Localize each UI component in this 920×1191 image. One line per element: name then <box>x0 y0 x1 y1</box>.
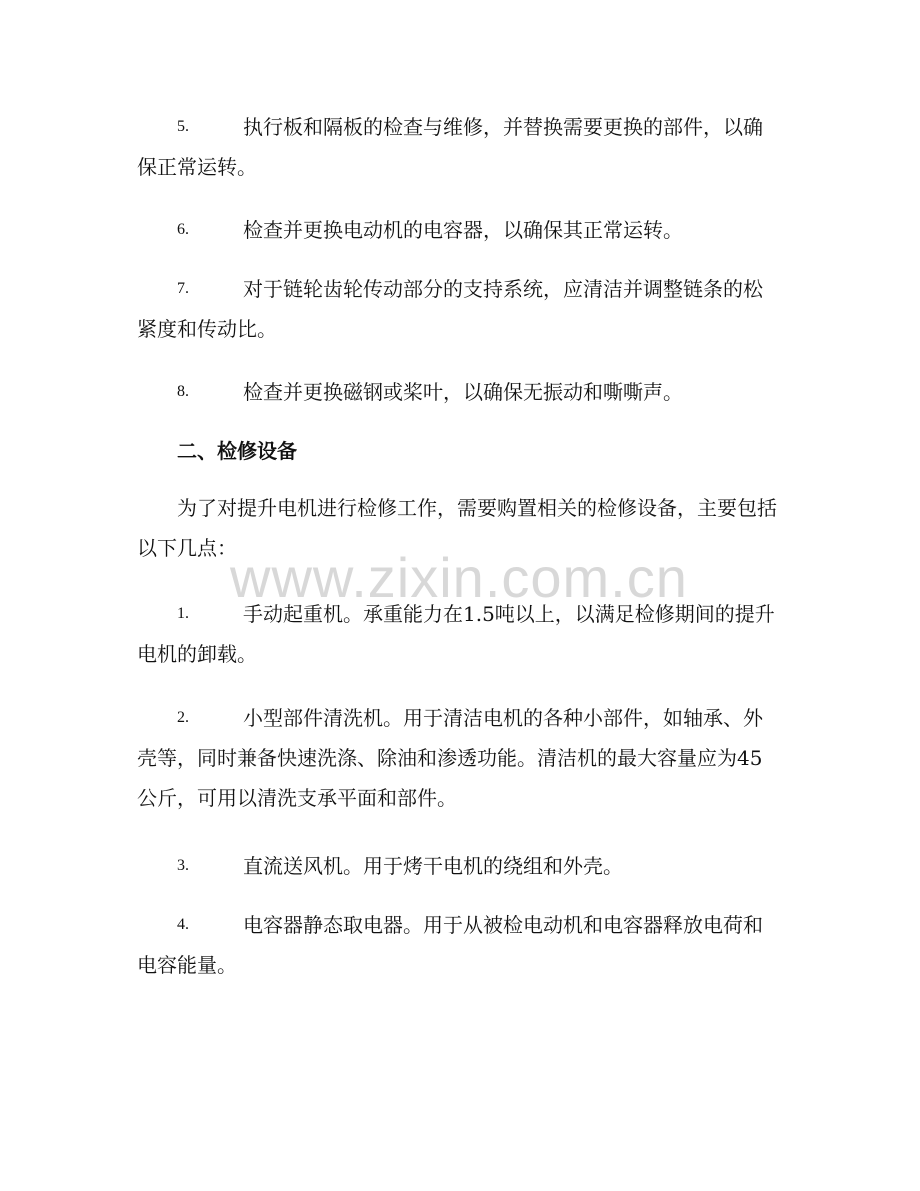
list-item <box>137 372 777 412</box>
list-text: 手动起重机。承重能力在1.5吨以上，以满足检修期间的提升电机的卸载。 <box>137 602 775 666</box>
watermark: www.zixin.com.cn <box>230 546 688 609</box>
list-number: 4. <box>177 916 189 933</box>
list-number: 6. <box>177 221 189 238</box>
list-text: 检查并更换磁钢或桨叶，以确保无振动和嘶嘶声。 <box>243 380 683 404</box>
list-number: 7. <box>177 280 189 297</box>
list-text: 对于链轮齿轮传动部分的支持系统，应清洁并调整链条的松紧度和传动比。 <box>137 277 763 341</box>
list-item <box>137 210 777 250</box>
list-number: 8. <box>177 383 189 400</box>
section-heading: 二、检修设备 <box>177 439 297 463</box>
list-item <box>137 269 777 349</box>
list-text: 电容器静态取电器。用于从被检电动机和电容器释放电荷和电容能量。 <box>137 913 763 977</box>
list-item <box>137 594 777 674</box>
list-number: 1. <box>177 605 189 622</box>
intro-paragraph: 为了对提升电机进行检修工作，需要购置相关的检修设备，主要包括以下几点： <box>137 496 777 560</box>
list-item <box>137 846 777 886</box>
list-number: 3. <box>177 857 189 874</box>
list-item <box>137 905 777 985</box>
list-text: 检查并更换电动机的电容器，以确保其正常运转。 <box>243 218 683 242</box>
list-item <box>137 107 777 187</box>
list-number: 5. <box>177 118 189 135</box>
list-number: 2. <box>177 709 189 726</box>
list-text: 直流送风机。用于烤干电机的绕组和外壳。 <box>243 854 623 878</box>
list-item <box>137 698 777 818</box>
list-text: 小型部件清洗机。用于清洁电机的各种小部件，如轴承、外壳等，同时兼备快速洗涤、除油和渗透功能。清洁机的最大容量应为45公斤，可用以清洗支承平面和部件。 <box>137 706 763 810</box>
list-text: 执行板和隔板的检查与维修，并替换需要更换的部件，以确保正常运转。 <box>137 115 763 179</box>
